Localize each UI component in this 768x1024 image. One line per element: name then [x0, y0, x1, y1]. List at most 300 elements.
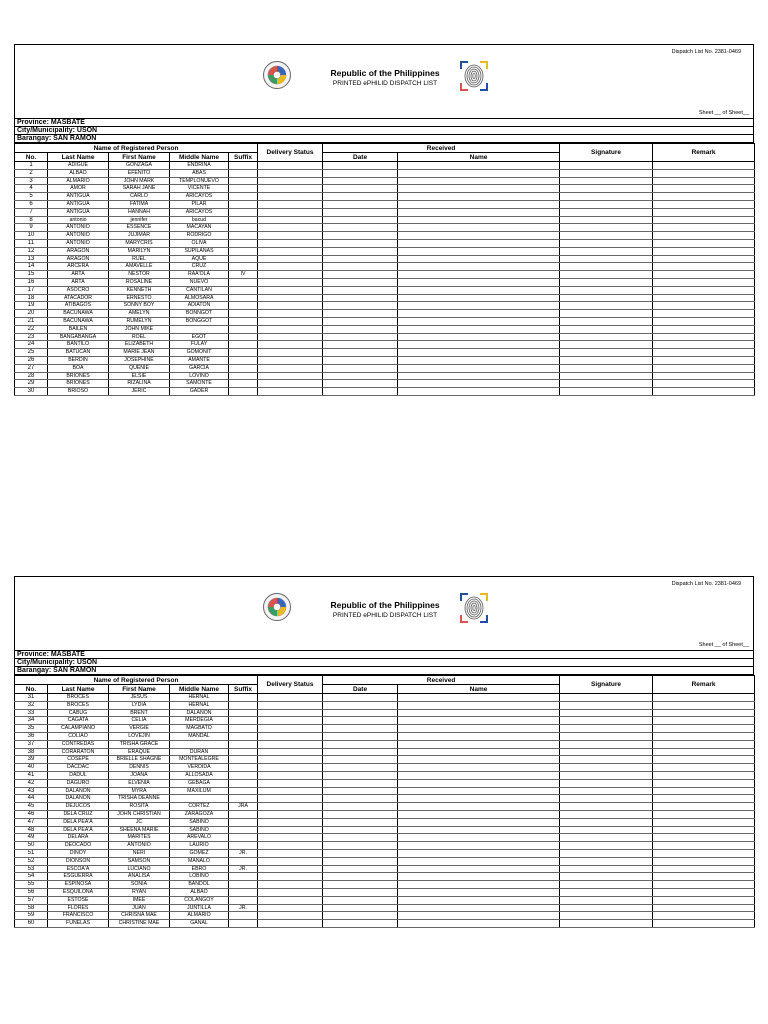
table-row [15, 341, 755, 349]
table-row [15, 834, 755, 842]
received-name-cell [398, 169, 560, 177]
table-row [15, 732, 755, 740]
signature-cell [560, 810, 653, 818]
first-name-cell: JERIC [109, 388, 170, 396]
delivery-status-header: Delivery Status [258, 676, 323, 694]
table-row [15, 787, 755, 795]
received-date-cell [323, 216, 398, 224]
remark-cell [653, 904, 755, 912]
delivery-status-cell [258, 740, 323, 748]
delivery-status-cell [258, 224, 323, 232]
received-date-cell [323, 263, 398, 271]
last-name-cell: ARAGON [48, 255, 109, 263]
received-date-cell [323, 787, 398, 795]
suffix-header: Suffix [229, 153, 258, 162]
received-date-cell [323, 717, 398, 725]
middle-name-cell: SUPILANAS [170, 247, 229, 255]
received-date-cell [323, 740, 398, 748]
remark-cell [653, 169, 755, 177]
received-date-cell [323, 810, 398, 818]
received-name-cell [398, 709, 560, 717]
remark-cell [653, 857, 755, 865]
received-date-cell [323, 333, 398, 341]
remark-cell [653, 286, 755, 294]
table-row [15, 795, 755, 803]
row-number-cell: 57 [15, 896, 48, 904]
received-name-cell [398, 873, 560, 881]
middle-name-cell: ALMARIO [170, 912, 229, 920]
middle-name-cell: LOBINO [170, 873, 229, 881]
last-name-cell: BATUCAN [48, 349, 109, 357]
middle-name-cell: EGOT [170, 333, 229, 341]
middle-name-cell: GEBAGA [170, 779, 229, 787]
remark-cell [653, 333, 755, 341]
table-row [15, 920, 755, 928]
delivery-status-cell [258, 888, 323, 896]
suffix-cell [229, 208, 258, 216]
first-name-cell: JUJIMAR [109, 232, 170, 240]
dispatch-sheet-2 [14, 576, 754, 928]
row-number-cell: 5 [15, 193, 48, 201]
middle-name-cell: ARICAYOS [170, 193, 229, 201]
signature-cell [560, 694, 653, 702]
signature-cell [560, 818, 653, 826]
suffix-cell [229, 286, 258, 294]
delivery-status-cell [258, 873, 323, 881]
subtitle-line: PRINTED ePHILID DISPATCH LIST [332, 612, 438, 619]
delivery-status-cell [258, 333, 323, 341]
received-date-cell [323, 748, 398, 756]
row-number-cell: 42 [15, 779, 48, 787]
first-name-cell: MARYCRIS [109, 239, 170, 247]
remark-cell [653, 239, 755, 247]
first-name-cell: NESTOR [109, 271, 170, 279]
delivery-status-cell [258, 694, 323, 702]
delivery-status-cell [258, 810, 323, 818]
signature-cell [560, 857, 653, 865]
last-name-cell: DELARA [48, 834, 109, 842]
first-name-cell: ROEL [109, 333, 170, 341]
remark-cell [653, 834, 755, 842]
remark-cell [653, 709, 755, 717]
remark-cell [653, 255, 755, 263]
delivery-status-cell [258, 372, 323, 380]
signature-cell [560, 193, 653, 201]
remark-cell [653, 818, 755, 826]
delivery-status-cell [258, 286, 323, 294]
signature-cell [560, 310, 653, 318]
received-date-cell [323, 302, 398, 310]
first-name-cell: ELSIE [109, 372, 170, 380]
suffix-cell [229, 701, 258, 709]
last-name-cell: BANGABANGA [48, 333, 109, 341]
row-number-cell: 20 [15, 310, 48, 318]
row-number-cell: 47 [15, 818, 48, 826]
received-date-cell [323, 912, 398, 920]
first-name-cell: EFENITO [109, 169, 170, 177]
delivery-status-cell [258, 310, 323, 318]
remark-cell [653, 810, 755, 818]
signature-cell [560, 748, 653, 756]
table-row [15, 380, 755, 388]
row-number-cell: 34 [15, 717, 48, 725]
received-name-cell [398, 818, 560, 826]
row-number-cell: 39 [15, 756, 48, 764]
last-name-cell: BROCES [48, 701, 109, 709]
delivery-status-cell [258, 842, 323, 850]
signature-cell [560, 200, 653, 208]
table-row [15, 177, 755, 185]
middle-name-cell: EBRO [170, 865, 229, 873]
first-name-cell: HANNAH [109, 208, 170, 216]
first-name-cell: JC [109, 818, 170, 826]
row-number-cell: 17 [15, 286, 48, 294]
received-name-cell [398, 349, 560, 357]
delivery-status-cell [258, 764, 323, 772]
signature-cell [560, 849, 653, 857]
suffix-cell [229, 185, 258, 193]
suffix-cell [229, 756, 258, 764]
table-row [15, 294, 755, 302]
last-name-cell: ATIBAGOS [48, 302, 109, 310]
row-number-cell: 28 [15, 372, 48, 380]
middle-name-cell: FULAY [170, 341, 229, 349]
last-name-cell: ESCOÃ'A [48, 865, 109, 873]
received-name-cell [398, 764, 560, 772]
last-name-cell: ESGUERRA [48, 873, 109, 881]
dispatch-sheet-1 [14, 44, 754, 396]
received-date-cell [323, 325, 398, 333]
first-name-cell: RUMELYN [109, 317, 170, 325]
first-name-cell: MARILYN [109, 247, 170, 255]
delivery-status-cell [258, 263, 323, 271]
dispatch-list-number: Dispatch List No. 2381-0469 [671, 49, 741, 55]
middle-name-cell: BANDOL [170, 881, 229, 889]
signature-cell [560, 255, 653, 263]
remark-cell [653, 372, 755, 380]
delivery-status-cell [258, 185, 323, 193]
first-name-cell: JOHN MARK [109, 177, 170, 185]
received-name-cell [398, 317, 560, 325]
received-name-cell [398, 881, 560, 889]
signature-cell [560, 795, 653, 803]
received-name-cell [398, 263, 560, 271]
last-name-cell: DALANON [48, 787, 109, 795]
received-date-cell [323, 857, 398, 865]
suffix-header: Suffix [229, 685, 258, 694]
remark-cell [653, 263, 755, 271]
suffix-cell: JR. [229, 904, 258, 912]
row-number-cell: 50 [15, 842, 48, 850]
suffix-cell [229, 325, 258, 333]
first-name-cell: ANALISA [109, 873, 170, 881]
table-row [15, 247, 755, 255]
received-name-cell [398, 333, 560, 341]
delivery-status-cell [258, 356, 323, 364]
last-name-cell: ANTONIO [48, 232, 109, 240]
middle-name-cell: ALBAO [170, 888, 229, 896]
signature-cell [560, 185, 653, 193]
received-name-cell [398, 756, 560, 764]
received-date-cell [323, 694, 398, 702]
remark-cell [653, 310, 755, 318]
row-number-cell: 60 [15, 920, 48, 928]
received-name-cell [398, 193, 560, 201]
suffix-cell [229, 310, 258, 318]
signature-cell [560, 912, 653, 920]
table-row [15, 748, 755, 756]
received-date-cell [323, 834, 398, 842]
middle-name-header: Middle Name [170, 685, 229, 694]
table-row [15, 169, 755, 177]
received-name-cell [398, 771, 560, 779]
last-name-cell: CALAMPIANO [48, 725, 109, 733]
suffix-cell [229, 920, 258, 928]
middle-name-cell: ADIATON [170, 302, 229, 310]
signature-cell [560, 756, 653, 764]
last-name-cell: AMOR [48, 185, 109, 193]
suffix-cell [229, 694, 258, 702]
row-number-cell: 29 [15, 380, 48, 388]
middle-name-cell: ARICAYOS [170, 208, 229, 216]
signature-cell [560, 271, 653, 279]
row-number-cell: 14 [15, 263, 48, 271]
table-row [15, 771, 755, 779]
first-name-cell: AMELYN [109, 310, 170, 318]
row-number-cell: 46 [15, 810, 48, 818]
province-label: Province: MASBATE [15, 651, 754, 659]
received-name-cell [398, 177, 560, 185]
row-number-cell: 25 [15, 349, 48, 357]
dispatch-table [14, 675, 755, 928]
row-number-cell: 22 [15, 325, 48, 333]
last-name-cell: ADIGUE [48, 162, 109, 170]
table-row [15, 310, 755, 318]
delivery-status-cell [258, 349, 323, 357]
middle-name-cell: GOMEZ [170, 849, 229, 857]
suffix-cell [229, 177, 258, 185]
barangay-label: Barangay: SAN RAMON [15, 667, 754, 675]
suffix-cell [229, 717, 258, 725]
signature-cell [560, 356, 653, 364]
remark-cell [653, 701, 755, 709]
received-date-cell [323, 271, 398, 279]
row-number-cell: 4 [15, 185, 48, 193]
middle-name-cell: LOVINO [170, 372, 229, 380]
last-name-cell: FRANCISCO [48, 912, 109, 920]
last-name-cell: BOA [48, 364, 109, 372]
remark-cell [653, 881, 755, 889]
last-name-cell: ALBAO [48, 169, 109, 177]
signature-cell [560, 317, 653, 325]
received-date-cell [323, 208, 398, 216]
delivery-status-cell [258, 701, 323, 709]
delivery-status-cell [258, 896, 323, 904]
first-name-cell: ROSITA [109, 803, 170, 811]
delivery-status-cell [258, 748, 323, 756]
signature-cell [560, 294, 653, 302]
suffix-cell [229, 349, 258, 357]
suffix-cell [229, 239, 258, 247]
received-date-cell [323, 779, 398, 787]
signature-cell [560, 732, 653, 740]
received-date-cell [323, 764, 398, 772]
row-number-cell: 3 [15, 177, 48, 185]
suffix-cell [229, 263, 258, 271]
first-name-cell: JOHN MIKE [109, 325, 170, 333]
table-row [15, 865, 755, 873]
delivery-status-cell [258, 325, 323, 333]
delivery-status-cell [258, 302, 323, 310]
row-number-cell: 8 [15, 216, 48, 224]
first-name-header: First Name [109, 685, 170, 694]
delivery-status-cell [258, 803, 323, 811]
suffix-cell [229, 709, 258, 717]
last-name-cell: ATACADOR [48, 294, 109, 302]
last-name-cell: FLORES [48, 904, 109, 912]
last-name-cell: ANTONIO [48, 224, 109, 232]
table-row [15, 388, 755, 396]
delivery-status-cell [258, 294, 323, 302]
table-row [15, 709, 755, 717]
middle-name-cell: MONTEALEGRE [170, 756, 229, 764]
remark-cell [653, 317, 755, 325]
remark-cell [653, 896, 755, 904]
signature-cell [560, 302, 653, 310]
last-name-cell: BRIONES [48, 380, 109, 388]
suffix-cell [229, 333, 258, 341]
first-name-cell: LOVEJIN [109, 732, 170, 740]
last-name-cell: DELA CRUZ [48, 810, 109, 818]
last-name-cell: DAGURO [48, 779, 109, 787]
row-number-cell: 48 [15, 826, 48, 834]
delivery-status-cell [258, 849, 323, 857]
first-name-cell: SHEENA MARIE [109, 826, 170, 834]
table-row [15, 756, 755, 764]
delivery-status-cell [258, 193, 323, 201]
signature-cell [560, 896, 653, 904]
last-name-cell: DALANON [48, 795, 109, 803]
middle-name-cell: LAURIO [170, 842, 229, 850]
row-number-cell: 19 [15, 302, 48, 310]
remark-cell [653, 920, 755, 928]
delivery-status-cell [258, 255, 323, 263]
signature-cell [560, 224, 653, 232]
remark-cell [653, 732, 755, 740]
received-name-cell [398, 216, 560, 224]
row-number-cell: 55 [15, 881, 48, 889]
first-name-cell: GONZAGA [109, 162, 170, 170]
remark-cell [653, 224, 755, 232]
signature-cell [560, 904, 653, 912]
delivery-status-cell [258, 709, 323, 717]
remark-cell [653, 325, 755, 333]
table-row [15, 239, 755, 247]
delivery-status-cell [258, 388, 323, 396]
middle-name-cell: OLIVA [170, 239, 229, 247]
remark-cell [653, 294, 755, 302]
received-date-cell [323, 920, 398, 928]
last-name-cell: antonio [48, 216, 109, 224]
received-name-cell [398, 717, 560, 725]
received-date-cell [323, 795, 398, 803]
suffix-cell [229, 224, 258, 232]
middle-name-cell: VICENTE [170, 185, 229, 193]
received-name-cell [398, 694, 560, 702]
first-name-cell: QUENIE [109, 364, 170, 372]
signature-cell [560, 349, 653, 357]
remark-cell [653, 779, 755, 787]
received-name-cell [398, 795, 560, 803]
table-row [15, 193, 755, 201]
received-date-cell [323, 826, 398, 834]
first-name-cell: ELIZABETH [109, 341, 170, 349]
middle-name-cell: ZARAGOZA [170, 810, 229, 818]
delivery-status-cell [258, 247, 323, 255]
signature-cell [560, 826, 653, 834]
delivery-status-cell [258, 364, 323, 372]
first-name-cell: SONNY BOY [109, 302, 170, 310]
received-date-cell [323, 341, 398, 349]
received-name-cell [398, 200, 560, 208]
received-date-cell [323, 709, 398, 717]
delivery-status-cell [258, 904, 323, 912]
suffix-cell [229, 216, 258, 224]
remark-cell [653, 725, 755, 733]
signature-cell [560, 709, 653, 717]
first-name-cell: MARITES [109, 834, 170, 842]
suffix-cell [229, 818, 258, 826]
remark-cell [653, 888, 755, 896]
received-date-cell [323, 725, 398, 733]
table-row [15, 349, 755, 357]
delivery-status-cell [258, 779, 323, 787]
signature-cell [560, 286, 653, 294]
location-info [14, 650, 754, 675]
table-row [15, 232, 755, 240]
signature-cell [560, 842, 653, 850]
last-name-cell: ALMARIO [48, 177, 109, 185]
received-date-cell [323, 756, 398, 764]
last-name-header: Last Name [48, 685, 109, 694]
middle-name-header: Middle Name [170, 153, 229, 162]
document-title [315, 600, 455, 619]
first-name-cell: CHRISNA MAE [109, 912, 170, 920]
suffix-cell [229, 725, 258, 733]
received-name-cell [398, 286, 560, 294]
received-date-cell [323, 865, 398, 873]
row-number-cell: 6 [15, 200, 48, 208]
first-name-cell: RIZALINA [109, 380, 170, 388]
table-row [15, 271, 755, 279]
sheet-header [14, 576, 754, 650]
received-date-cell [323, 904, 398, 912]
received-header: Received [323, 144, 560, 153]
received-date-cell [323, 193, 398, 201]
row-number-cell: 7 [15, 208, 48, 216]
suffix-cell: JRA [229, 803, 258, 811]
row-number-cell: 1 [15, 162, 48, 170]
remark-cell [653, 185, 755, 193]
city-label: City/Municipality: USON [15, 127, 754, 135]
remark-cell [653, 380, 755, 388]
row-number-cell: 37 [15, 740, 48, 748]
province-label: Province: MASBATE [15, 119, 754, 127]
received-name-cell [398, 364, 560, 372]
first-name-cell: ESSENCE [109, 224, 170, 232]
signature-cell [560, 232, 653, 240]
table-row [15, 904, 755, 912]
